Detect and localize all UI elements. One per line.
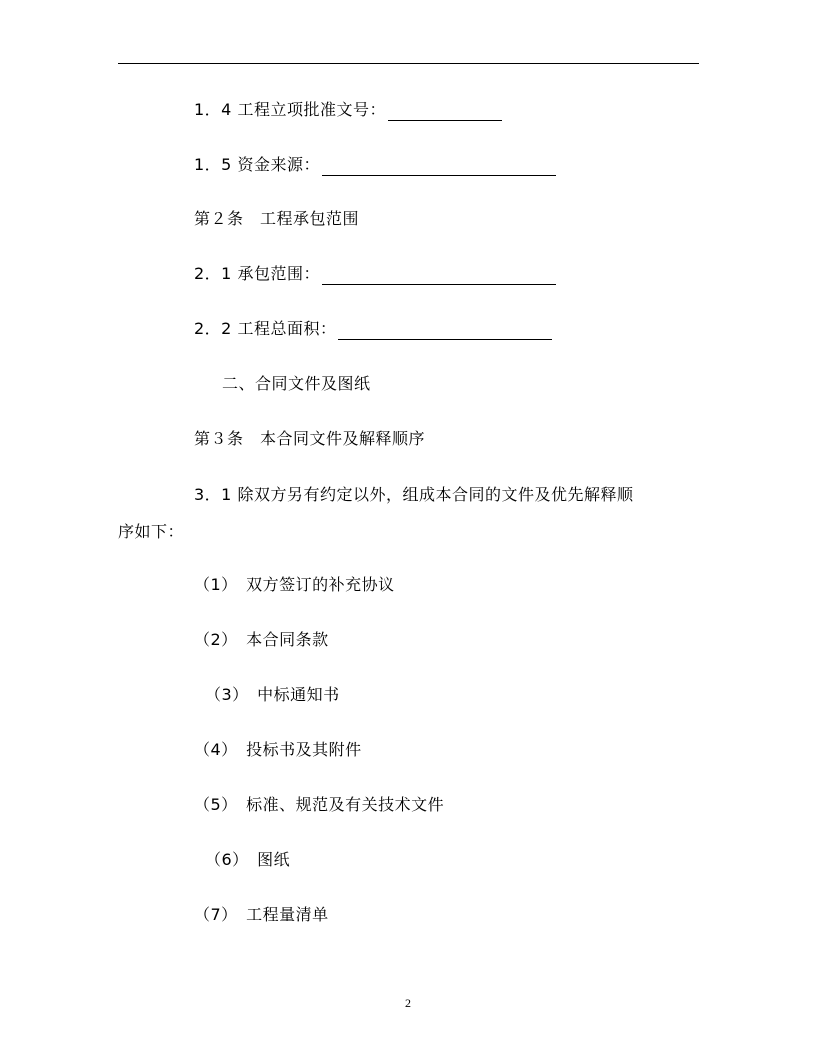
fill-in-blank[interactable] <box>388 102 502 121</box>
header-rule <box>118 63 699 64</box>
clause-1-5 <box>194 154 556 176</box>
list-item-2: （2） 本合同条款 <box>194 630 329 649</box>
article-2-heading: 第２条 工程承包范围 <box>194 209 360 228</box>
list-item-3: （3） 中标通知书 <box>205 685 340 704</box>
clause-1-4 <box>194 99 502 121</box>
clause-2-2-text: 2．2 工程总面积： <box>194 319 337 338</box>
list-item-7: （7） 工程量清单 <box>194 905 329 924</box>
clause-2-1 <box>194 263 556 285</box>
clause-2-1-text: 2．1 承包范围： <box>194 264 320 283</box>
article-3-heading: 第３条 本合同文件及解释顺序 <box>194 429 426 448</box>
section-2-heading: 二、合同文件及图纸 <box>222 374 371 393</box>
clause-1-5-text: 1．5 资金来源： <box>194 155 320 174</box>
fill-in-blank[interactable] <box>338 321 552 340</box>
fill-in-blank[interactable] <box>322 157 556 176</box>
clause-1-4-text: 1．4 工程立项批准文号： <box>194 100 386 119</box>
clause-2-2 <box>194 318 552 340</box>
page-number: 2 <box>405 996 411 1010</box>
list-item-1: （1） 双方签订的补充协议 <box>194 575 395 594</box>
clause-3-1-line1: 3．1 除双方另有约定以外，组成本合同的文件及优先解释顺 <box>194 485 634 504</box>
fill-in-blank[interactable] <box>322 266 556 285</box>
list-item-6: （6） 图纸 <box>205 850 291 869</box>
clause-3-1-line2: 序如下： <box>118 522 185 541</box>
list-item-4: （4） 投标书及其附件 <box>194 740 362 759</box>
list-item-5: （5） 标准、规范及有关技术文件 <box>194 795 445 814</box>
